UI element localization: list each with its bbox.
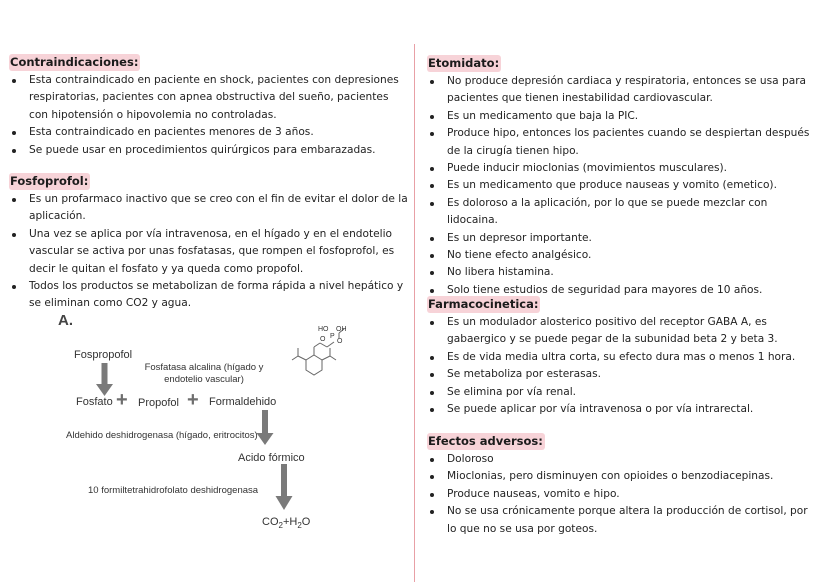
list-item: Produce hipo, entonces los pacientes cuando se despiertan después de la cirugía tienen hipo. [427, 125, 819, 160]
list-item: No tiene efecto analgésico. [427, 247, 819, 264]
list-item: Una vez se aplica por vía intravenosa, en el hígado y en el endotelio vascular se activa por unas fosfatasas, que rompen el fosfoprofol, es decir le quitan el fosfato y ya queda como propofol. [9, 226, 409, 278]
efectos-adversos-heading: Efectos adversos: [428, 434, 543, 448]
co2-h2o-label: $CO_2+H_2O$ [262, 516, 311, 531]
fosfoprofol-section [9, 170, 409, 313]
efectos-adversos-list [427, 451, 819, 538]
fospropofol-metabolism-diagram [58, 312, 348, 533]
o-double-label: O [337, 338, 343, 345]
diagram-arrows [58, 318, 348, 533]
fosfatasa-label: Fosfatasa alcalina (hígado y endotelio vascular) [144, 362, 264, 385]
aldehido-label: Aldehido deshidrogenasa (hígado, eritrocitos) [66, 430, 258, 441]
formaldehido-label: Formaldehido [209, 396, 277, 408]
list-item: No se usa crónicamente porque altera la producción de cortisol, por lo que no se usa por goteos. [427, 503, 819, 538]
column-divider [414, 44, 415, 582]
list-item: Puede inducir mioclonias (movimientos musculares). [427, 160, 819, 177]
list-item: Se elimina por vía renal. [427, 384, 819, 401]
list-item: Todos los productos se metabolizan de forma rápida a nivel hepático y se eliminan como CO2 y agua. [9, 278, 409, 313]
plus-sign-1: + [116, 389, 128, 411]
list-item: No libera histamina. [427, 264, 819, 281]
list-item: Es un medicamento que produce nauseas y vomito (emetico). [427, 177, 819, 194]
fospropofol-label: Fospropofol [74, 349, 133, 361]
list-item: Es un modulador alosterico positivo del receptor GABA A, es gabaergico y se puede pegar de la subunidad beta 2 y beta 3. [427, 314, 819, 349]
arrow-head-1 [96, 384, 113, 396]
arrow-shaft-3 [281, 464, 287, 497]
fosfoprofol-list [9, 191, 409, 313]
etomidato-heading: Etomidato: [428, 56, 500, 70]
list-item: Es un profarmaco inactivo que se creo con el fin de evitar el dolor de la aplicación. [9, 191, 409, 226]
list-item: Se puede aplicar por vía intravenosa o por vía intrarectal. [427, 401, 819, 418]
farmacocinetica-section [427, 293, 819, 418]
list-item: Es un medicamento que baja la PIC. [427, 108, 819, 125]
list-item: Se metaboliza por esterasas. [427, 366, 819, 383]
list-item: Mioclonias, pero disminuyen con opioides o benzodiacepinas. [427, 468, 819, 485]
arrow-shaft-2 [262, 410, 268, 434]
oh-label: OH [336, 326, 347, 333]
plus-sign-2: + [187, 389, 199, 411]
contraindicaciones-list [9, 72, 409, 159]
o-link-label: O [320, 336, 326, 343]
arrow-head-3 [276, 496, 293, 510]
efectos-adversos-section [427, 430, 819, 538]
list-item: Es de vida media ultra corta, su efecto dura mas o menos 1 hora. [427, 349, 819, 366]
etomidato-section [427, 52, 819, 299]
list-item: Se puede usar en procedimientos quirúrgicos para embarazadas. [9, 142, 409, 159]
list-item: Produce nauseas, vomito e hipo. [427, 486, 819, 503]
contraindicaciones-section [9, 51, 409, 159]
propofol-label: Propofol [138, 397, 179, 409]
etomidato-list [427, 73, 819, 299]
farmacocinetica-list [427, 314, 819, 418]
list-item: Esta contraindicado en pacientes menores de 3 años. [9, 124, 409, 141]
ho-label: HO [318, 326, 329, 333]
corner-mark: A. [58, 312, 73, 329]
list-item: No produce depresión cardiaca y respiratoria, entonces se usa para pacientes que tienen inestabilidad cardiovascular. [427, 73, 819, 108]
arrow-shaft-1 [102, 363, 108, 385]
formiltetrahidrofolato-label: 10 formiltetrahidrofolato deshidrogenasa [88, 485, 259, 496]
arrow-head-2 [257, 433, 274, 445]
acido-formico-label: Acido fórmico [238, 452, 305, 464]
list-item: Esta contraindicado en paciente en shock, pacientes con depresiones respiratorias, pacientes con apnea obstructiva del sueño, pacientes con hipotensión o hipovolemia no controladas. [9, 72, 409, 124]
list-item: Solo tiene estudios de seguridad para mayores de 10 años. [427, 282, 819, 299]
propofol-structure-icon [292, 329, 344, 375]
contraindicaciones-heading: Contraindicaciones: [10, 55, 139, 69]
farmacocinetica-heading: Farmacocinetica: [428, 297, 539, 311]
fosfato-label: Fosfato [76, 396, 113, 408]
list-item: Es doloroso a la aplicación, por lo que se puede mezclar con lidocaina. [427, 195, 819, 230]
fosfoprofol-heading: Fosfoprofol: [10, 174, 89, 188]
list-item: Doloroso [427, 451, 819, 468]
p-label: P [330, 333, 335, 340]
list-item: Es un depresor importante. [427, 230, 819, 247]
